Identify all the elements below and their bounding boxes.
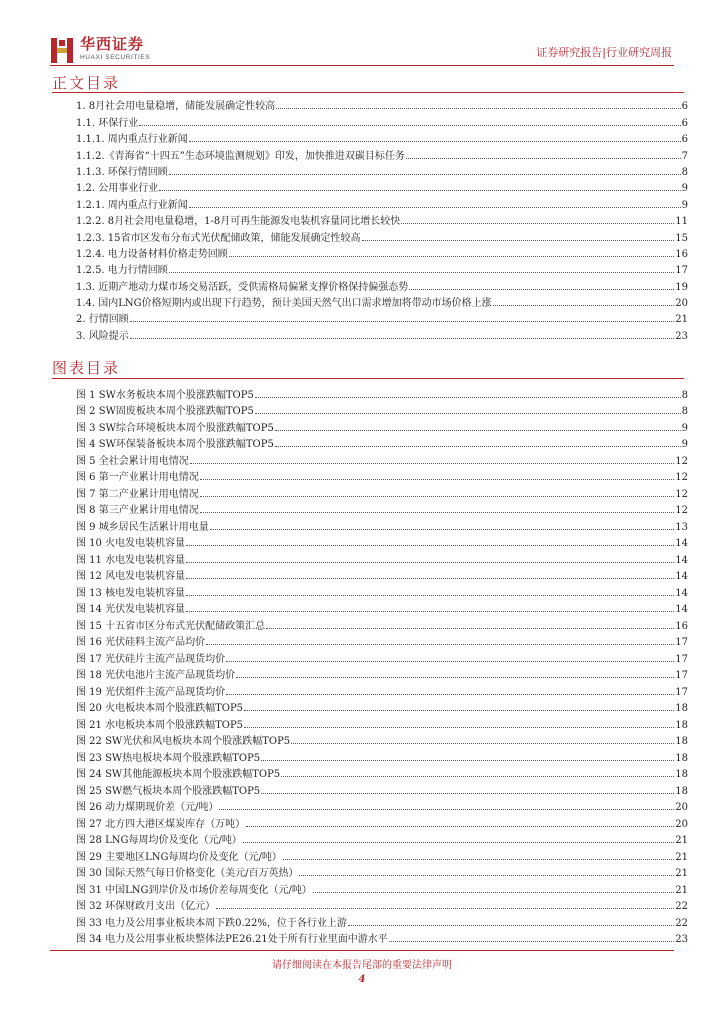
dot-leader [226,694,674,695]
page-number: 4 [358,974,366,985]
toc-entry[interactable] [76,145,688,161]
figures-list [76,384,688,945]
dot-leader [243,842,674,843]
figure-entry-page: 8 [681,389,688,401]
figure-entry-page: 9 [681,422,688,434]
toc-entry-page: 21 [675,314,688,326]
figure-entry[interactable] [76,500,688,517]
figure-entry[interactable] [76,912,688,929]
figure-entry[interactable] [76,714,688,731]
figure-entry-page: 14 [675,587,688,599]
figure-entry-page: 14 [675,554,688,566]
toc-entry-page: 15 [675,232,688,244]
figure-entry-page: 17 [675,670,688,681]
figure-entry[interactable] [76,830,688,847]
figure-entry-page: 12 [675,455,688,467]
figure-entry[interactable] [76,582,688,599]
dot-leader [186,595,674,596]
figure-entry-page: 17 [675,637,688,648]
toc-entry-page: 6 [681,134,688,146]
toc-list [76,96,688,342]
figure-entry[interactable] [76,533,688,550]
dot-leader [206,644,674,645]
toc-entry[interactable] [76,211,688,227]
figure-entry[interactable] [76,483,688,500]
dot-leader [200,496,675,497]
toc-entry[interactable] [76,112,688,128]
figure-entry-page: 17 [675,686,688,698]
figure-entry-title: 图 32 环保财政月支出（亿元） [76,901,216,912]
toc-entry-title: 1.2. 公用事业行业 [76,183,159,195]
toc-entry-page: 19 [675,281,688,293]
figure-entry[interactable] [76,698,688,715]
figure-entry[interactable] [76,599,688,616]
figure-entry[interactable] [76,780,688,797]
dot-leader [493,305,675,306]
toc-entry-title: 1.2.5. 电力行情回顾 [76,265,168,277]
toc-entry-title: 2. 行情回顾 [76,314,129,326]
dot-leader [409,289,674,290]
dot-leader [189,207,681,208]
figure-entry-title: 图 30 国际天然气每日价格变化（美元/百万英热） [76,868,299,879]
dot-leader [186,545,674,546]
toc-entry[interactable] [76,178,688,194]
figure-entry[interactable] [76,615,688,632]
figure-entry-title: 图 34 电力及公用事业板块整体法PE26.21处于所有行业里面中游水平 [76,934,388,945]
toc-entry-page: 8 [681,166,688,178]
figure-entry-page: 8 [681,406,688,417]
dot-leader [210,529,675,530]
figure-entry-title: 图 20 火电板块本周个股涨跌幅TOP5 [76,703,244,714]
toc-entry-page: 6 [681,101,688,113]
dot-leader [281,776,674,777]
figure-entry-title: 图 13 核电发电装机容量 [76,587,186,599]
toc-entry[interactable] [76,129,688,145]
figure-entry-page: 14 [675,538,688,549]
dot-leader [244,710,674,711]
toc-entry-page: 17 [675,265,688,277]
figure-entry[interactable] [76,434,688,451]
dot-leader [169,174,681,175]
dot-leader [275,430,681,431]
toc-entry-page: 7 [681,150,688,162]
dot-leader [299,875,674,876]
figure-entry-page: 21 [675,835,688,846]
toc-entry-title: 1.3. 近期产地动力煤市场交易活跃，受供需格局偏紧支撑价格保持偏强态势 [76,281,409,293]
figure-entry-title: 图 6 第一产业累计用电情况 [76,472,199,483]
figure-entry[interactable] [76,648,688,665]
dot-leader [275,446,681,447]
figure-entry-page: 20 [675,802,688,813]
figure-entry-page: 21 [675,851,688,863]
header-divider [50,65,674,66]
dot-leader [226,661,674,662]
dot-leader [216,908,674,909]
figure-entry-title: 图 24 SW其他能源板块本周个股涨跌幅TOP5 [76,769,281,780]
figure-entry-page: 23 [675,934,688,945]
figure-entry-page: 12 [675,488,688,500]
toc-title-divider [52,92,684,93]
figure-entry-title: 图 10 火电发电装机容量 [76,538,186,549]
dot-leader [219,809,674,810]
dot-leader [261,793,674,794]
figure-entry-title: 图 27 北方四大港区煤炭库存（万吨） [76,818,246,830]
figure-entry-title: 图 19 光伏组件主流产品现货均价 [76,686,226,698]
dot-leader [313,892,674,893]
figure-entry[interactable] [76,681,688,698]
figure-entry-title: 图 15 十五省市区分布式光伏配储政策汇总 [76,620,266,632]
figure-entry-title: 图 11 水电发电装机容量 [76,554,186,566]
dot-leader [186,562,674,563]
figure-entry-page: 18 [675,752,688,764]
figure-entry[interactable] [76,764,688,781]
figure-entry-title: 图 21 水电板块本周个股涨跌幅TOP5 [76,719,244,731]
dot-leader [189,141,681,142]
toc-entry[interactable] [76,325,688,341]
dot-leader [159,190,680,191]
figure-entry[interactable] [76,549,688,566]
dot-leader [362,240,675,241]
figure-entry-title: 图 14 光伏发电装机容量 [76,604,186,615]
toc-entry-title: 1.1.2.《青海省“十四五”生态环境监测规划》印发，加快推进双碳目标任务 [76,150,405,162]
dot-leader [236,677,674,678]
toc-entry[interactable] [76,293,688,309]
figure-entry-title: 图 7 第二产业累计用电情况 [76,488,199,500]
figure-entry[interactable] [76,566,688,583]
figure-entry-title: 图 29 主要地区LNG每周均价及变化（元/吨） [76,851,282,863]
figure-entry-title: 图 16 光伏硅料主流产品均价 [76,637,206,648]
dot-leader [190,463,675,464]
dot-leader [200,512,675,513]
dot-leader [401,223,674,224]
figure-entry-page: 12 [675,472,688,483]
figure-entry-page: 14 [675,604,688,615]
figure-entry-page: 22 [675,901,688,912]
footer-divider [50,950,674,951]
figure-entry-page: 14 [675,571,688,582]
toc-entry-title: 1.4. 国内LNG价格短期内或出现下行趋势，预计美国天然气出口需求增加将带动市场价格上涨 [76,298,492,310]
figure-entry-page: 21 [675,868,688,879]
toc-entry[interactable] [76,194,688,210]
toc-entry-page: 11 [675,216,688,228]
dot-leader [283,859,674,860]
figure-entry-title: 图 5 全社会累计用电情况 [76,455,189,467]
brand [80,36,150,61]
toc-entry[interactable] [76,227,688,243]
figure-entry-page: 18 [675,769,688,780]
figure-entry[interactable] [76,516,688,533]
figure-entry-title: 图 2 SW固废板块本周个股涨跌幅TOP5 [76,406,254,417]
figure-entry[interactable] [76,665,688,682]
toc-entry[interactable] [76,244,688,260]
figure-entry-page: 21 [675,884,688,896]
dot-leader [186,611,674,612]
figure-entry-title: 图 4 SW环保装备板块本周个股涨跌幅TOP5 [76,439,274,450]
brand-name-en: HUAXI SECURITIES [80,54,151,61]
figure-entry[interactable] [76,384,688,401]
figure-entry[interactable] [76,797,688,814]
dot-leader [348,925,674,926]
figure-entry-page: 18 [675,736,688,747]
toc-entry-title: 1.1.1. 周内重点行业新闻 [76,134,188,146]
report-type: 证券研究报告|行业研究周报 [536,46,672,59]
figure-entry-title: 图 18 光伏电池片主流产品现货均价 [76,670,236,681]
dot-leader [200,479,675,480]
figure-entry-page: 16 [675,620,688,632]
toc-entry-page: 23 [675,330,688,342]
figure-entry-title: 图 26 动力煤期现价差（元/吨） [76,802,219,813]
toc-entry-title: 1.2.4. 电力设备材料价格走势回顾 [76,248,228,260]
dot-leader [291,743,674,744]
toc-entry-title: 1.2.3. 15省市区发布分布式光伏配储政策，储能发展确定性较高 [76,232,361,244]
brand-name-cn: 华西证券 [80,35,145,53]
dot-leader [255,397,681,398]
dot-leader [186,578,674,579]
figure-entry[interactable] [76,450,688,467]
toc-entry-title: 1.2.2. 8月社会用电量稳增，1-8月可再生能源发电装机容量同比增长较快 [76,216,401,228]
dot-leader [139,125,680,126]
dot-leader [406,158,681,159]
huaxi-logo-icon [50,36,74,64]
figure-entry[interactable] [76,731,688,748]
figure-entry[interactable] [76,813,688,830]
toc-entry-title: 1.2.1. 周内重点行业新闻 [76,199,188,211]
figure-entry-page: 22 [675,917,688,929]
figure-entry[interactable] [76,929,688,946]
dot-leader [130,338,675,339]
toc-entry[interactable] [76,276,688,292]
dot-leader [244,727,674,728]
figure-entry[interactable] [76,863,688,880]
figure-entry-title: 图 28 LNG每周均价及变化（元/吨） [76,835,242,846]
figure-entry-page: 18 [675,719,688,731]
dot-leader [255,413,681,414]
toc-entry-page: 9 [681,199,688,211]
figure-entry-page: 17 [675,653,688,665]
figure-entry-title: 图 23 SW热电板块本周个股涨跌幅TOP5 [76,752,261,764]
toc-entry-page: 20 [675,298,688,310]
figure-entry[interactable] [76,896,688,913]
toc-entry[interactable] [76,162,688,178]
figure-entry[interactable] [76,467,688,484]
dot-leader [130,321,675,322]
figure-entry-title: 图 3 SW综合环境板块本周个股涨跌幅TOP5 [76,422,274,434]
dot-leader [229,256,674,257]
figure-entry[interactable] [76,417,688,434]
figure-entry-page: 12 [675,505,688,516]
figure-entry-title: 图 1 SW水务板块本周个股涨跌幅TOP5 [76,389,254,401]
toc-title: 正文目录 [52,74,121,92]
toc-entry-page: 9 [681,183,688,195]
figure-entry-title: 图 31 中国LNG到岸价及市场价差每周变化（元/吨） [76,884,312,896]
toc-entry[interactable] [76,309,688,325]
figure-entry[interactable] [76,846,688,863]
dot-leader [261,760,674,761]
toc-entry-title: 3. 风险提示 [76,330,129,342]
figure-entry-title: 图 25 SW燃气板块本周个股涨跌幅TOP5 [76,785,261,797]
figure-entry-page: 20 [675,818,688,830]
figure-entry-page: 9 [681,439,688,450]
figure-entry-title: 图 8 第三产业累计用电情况 [76,505,199,516]
figure-entry-title: 图 9 城乡居民生活累计用电量 [76,521,209,533]
figures-title-divider [52,378,684,379]
figure-entry-title: 图 12 风电发电装机容量 [76,571,186,582]
toc-entry-title: 1.1.3. 环保行情回顾 [76,166,168,178]
toc-entry-page: 16 [675,248,688,260]
figure-entry[interactable] [76,401,688,418]
dot-leader [169,272,674,273]
toc-entry-title: 1. 8月社会用电量稳增，储能发展确定性较高 [76,101,276,113]
figure-entry[interactable] [76,632,688,649]
dot-leader [266,628,674,629]
figure-entry-title: 图 17 光伏硅片主流产品现货均价 [76,653,226,665]
dot-leader [276,108,681,109]
toc-entry[interactable] [76,260,688,276]
toc-entry-title: 1.1. 环保行业 [76,117,139,129]
figure-entry-title: 图 22 SW光伏和风电板块本周个股涨跌幅TOP5 [76,736,291,747]
toc-entry[interactable] [76,96,688,112]
dot-leader [389,941,675,942]
figure-entry[interactable] [76,747,688,764]
footer-disclaimer: 请仔细阅读在本报告尾部的重要法律声明 [272,960,452,971]
page-header [0,0,724,68]
figure-entry-title: 图 33 电力及公用事业板块本周下跌0.22%，位于各行业上游 [76,917,347,929]
dot-leader [246,826,674,827]
figure-entry[interactable] [76,879,688,896]
figure-entry-page: 13 [675,521,688,533]
toc-entry-page: 6 [681,117,688,129]
figure-entry-page: 18 [675,703,688,714]
figure-entry-page: 18 [675,785,688,797]
figures-title: 图表目录 [52,359,121,377]
